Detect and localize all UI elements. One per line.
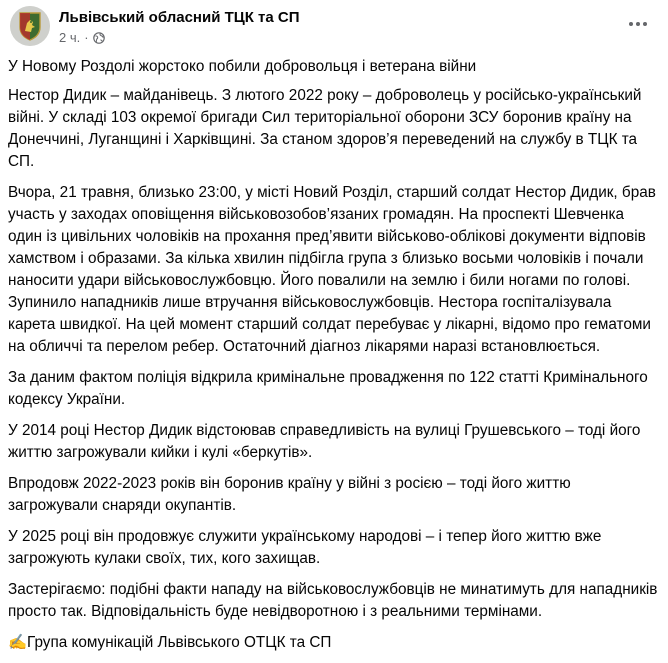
post-header (10, 6, 658, 50)
meta-separator: · (84, 30, 89, 45)
page-name-link[interactable]: Львівський обласний ТЦК та СП (59, 9, 300, 26)
more-options-button[interactable] (624, 14, 652, 34)
post-text (8, 56, 660, 663)
globe-icon (93, 32, 105, 44)
more-horizontal-icon (628, 21, 648, 27)
post-signature: ✍️Група комунікацій Львівського ОТЦК та СП (8, 634, 332, 651)
post-meta (59, 30, 105, 45)
post-paragraph: У 2014 році Нестор Дидик відстоював справедливість на вулиці Грушевського – тоді його життю загрожували кийки і кулі «беркутів». (8, 422, 641, 461)
post-paragraph: Нестор Дидик – майданівець. З лютого 2022 року – доброволець у російсько-український війні. У складі 103 окремої бригади Сил територіальної оборони ЗСУ боронив країну на Донеччині, Луганщині і Харківщині. За станом здоров’я переведений на службу в ТЦК та СП. (8, 87, 642, 170)
post-paragraph: За даним фактом поліція відкрила кримінальне провадження по 122 статті Кримінального кодексу України. (8, 369, 648, 408)
post-paragraph: Вчора, 21 травня, близько 23:00, у місті Новий Розділ, старший солдат Нестор Дидик, брав участь у заходах оповіщення військовозобов’язаних громадян. На проспекті Шевченка один із цивільних чоловіків на прохання пред’явити військово-облікові документи відповів хамством і образами. За кілька хвилин підбігла група з близько восьми чоловіків і почали наносити удари військовослужбовцю. Його повалили на землю і били ногами по голові. Зупинило нападників лише втручання військовослужбовців. Нестора госпіталізувала карета швидкої. На цей момент старший солдат перебуває у лікарні, відомо про гематоми на обличчі та перелом ребер. Остаточний діагноз лікарями наразі встановлюється. (8, 184, 656, 355)
post-paragraph: У 2025 році він продовжує служити українському народові – і тепер його життю вже загрожують кулаки своїх, тих, кого захищав. (8, 528, 602, 567)
post-paragraph: Застерігаємо: подібні факти нападу на військовослужбовців не минатимуть для нападників просто так. Відповідальність буде невідворотною і з реальними термінами. (8, 581, 658, 620)
post-paragraph-headline: У Новому Роздолі жорстоко побили добровольця і ветерана війни (8, 58, 477, 75)
coat-of-arms-icon (10, 6, 50, 46)
post-time-link[interactable]: 2 ч. (59, 30, 81, 45)
post-paragraph: Впродовж 2022-2023 років він боронив країну у війні з росією – тоді його життю загрожували снаряди окупантів. (8, 475, 571, 514)
page-avatar[interactable] (10, 6, 50, 46)
